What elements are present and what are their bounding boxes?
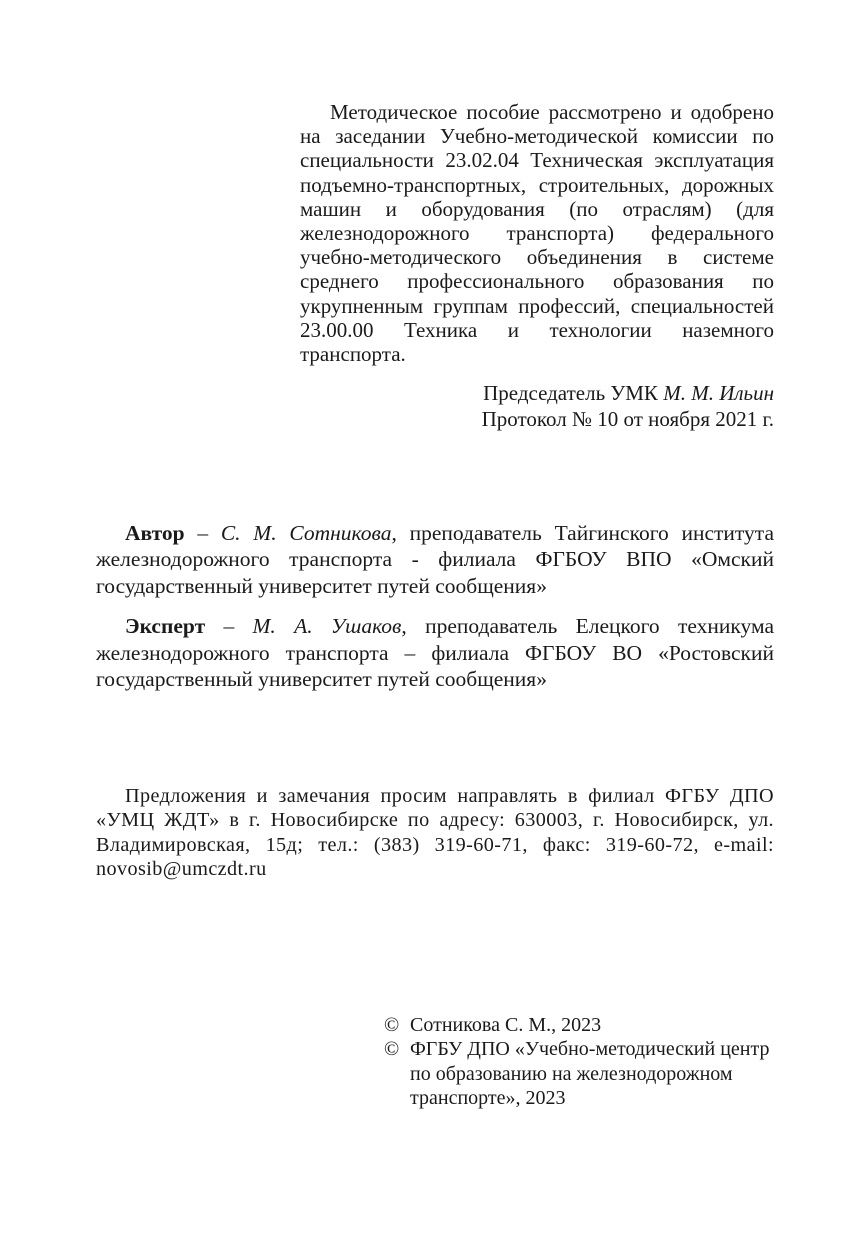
contacts-note: Предложения и замечания просим направлять в филиал ФГБУ ДПО «УМЦ ЖДТ» в г. Новосибирске по адресу: 630003, г. Новосибирск, ул. Владимировская, 15д; тел.: (383) 319-60-71, факс: 319-60-72, e-mail: novosib@umczdt.ru (96, 785, 774, 881)
copyright-publisher (384, 1037, 774, 1110)
author-name: С. М. Сотникова (220, 521, 392, 545)
author-role: Автор (125, 521, 185, 545)
credits-block (96, 520, 774, 692)
protocol-line: Протокол № 10 от ноября 2021 г. (481, 407, 774, 431)
copyright-icon: © (384, 1038, 400, 1061)
copyright-publisher-text: ФГБУ ДПО «Учебно-методический центр по образованию на железнодорожном транспорте», 2023 (410, 1038, 770, 1110)
expert-dash: – (205, 614, 253, 639)
copyright-author-text: Сотникова С. М., 2023 (410, 1014, 602, 1036)
copyright-icon: © (384, 1014, 400, 1036)
author-paragraph (96, 520, 774, 599)
expert-paragraph (96, 613, 774, 692)
copyright-block (384, 1013, 774, 1111)
chair-line (300, 380, 774, 406)
author-description: , преподаватель Тайгинского института железнодорожного транспорта - филиала ФГБОУ ВПО «Омский государственный университет путей сообщения» (96, 521, 774, 598)
expert-role: Эксперт (125, 614, 206, 639)
expert-name: М. А. Ушаков (252, 614, 402, 639)
author-dash: – (184, 521, 221, 545)
chair-name: М. М. Ильин (663, 381, 774, 405)
approval-note: Методическое пособие рассмотрено и одобрено на заседании Учебно-методической комиссии по специальности 23.02.04 Техническая эксплуатация подъемно-транспортных, строительных, дорожных машин и оборудования (по отраслям) (для железнодорожного транспорта) федерального учебно-методического объединения в системе среднего профессионального образования по укрупненным группам профессий, специальностей 23.00.00 Техника и технологии наземного транспорта. (300, 100, 774, 367)
approval-signature (300, 380, 774, 432)
chair-label: Председатель УМК (483, 381, 658, 405)
copyright-author (384, 1013, 774, 1037)
expert-description: , преподаватель Елецкого техникума железнодорожного транспорта – филиала ФГБОУ ВО «Ростовский государственный университет путей сообщения» (96, 614, 775, 692)
